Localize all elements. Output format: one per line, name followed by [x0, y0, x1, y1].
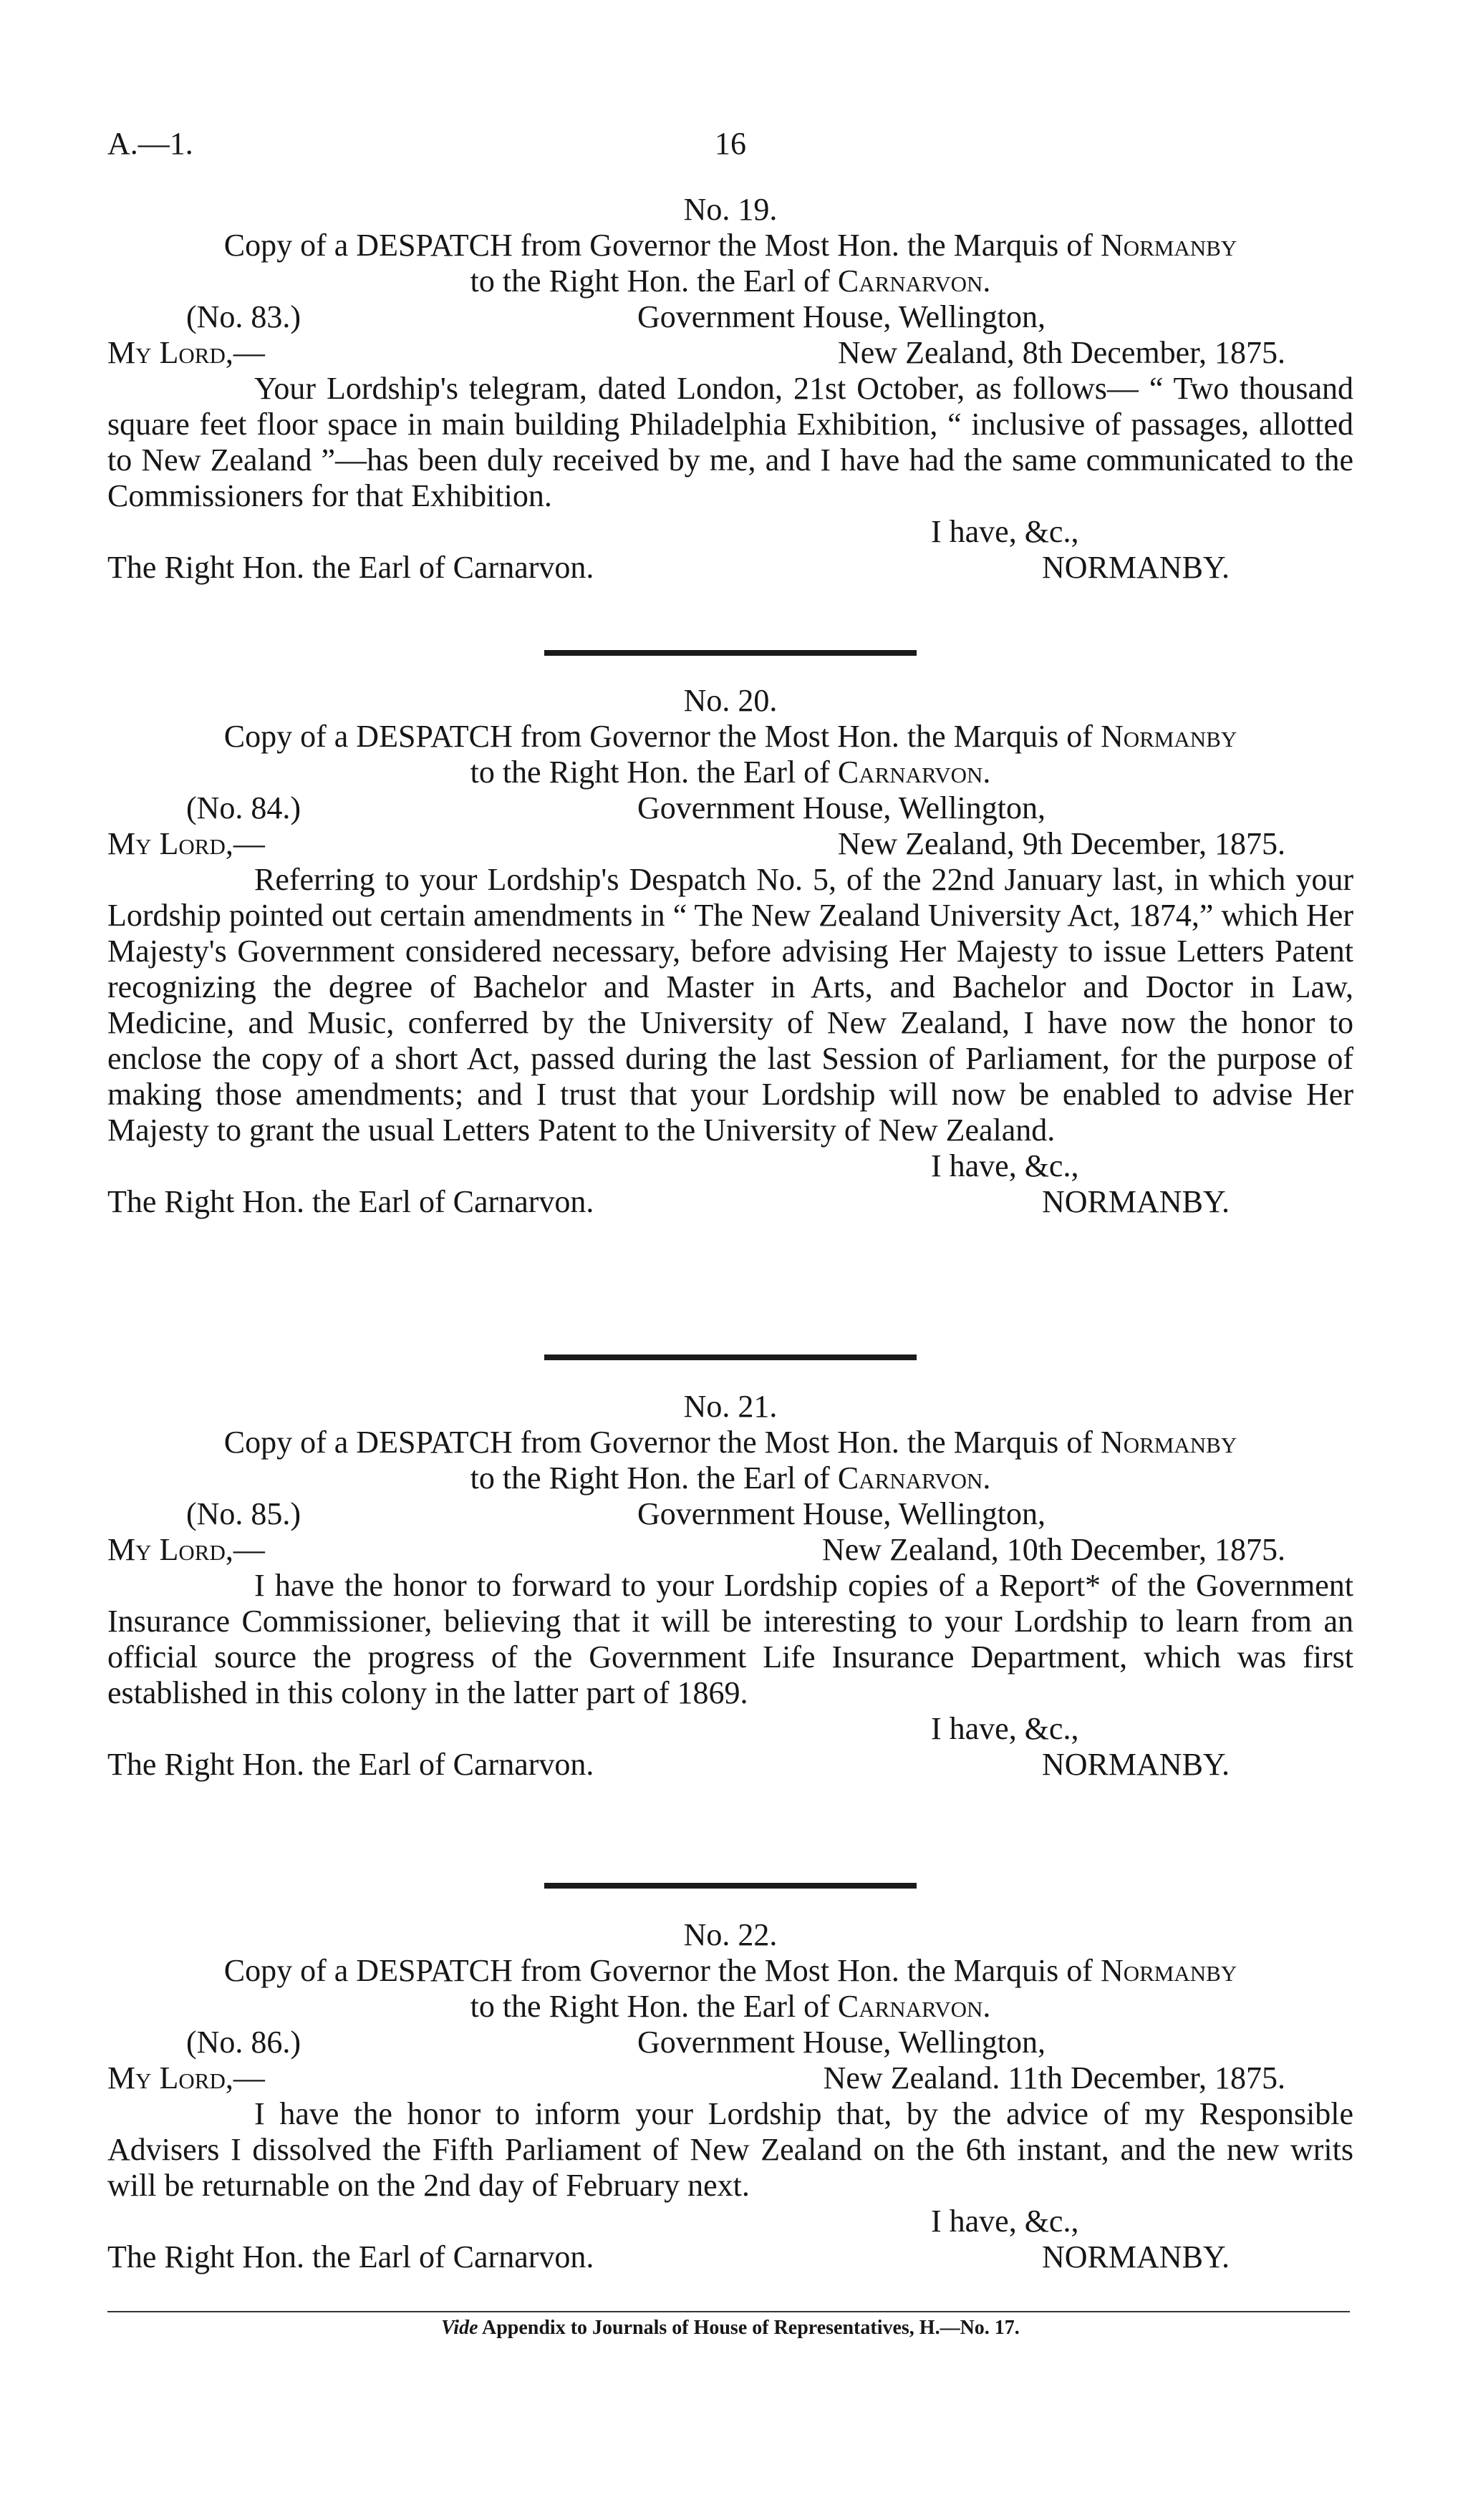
despatch-body: Your Lordship's telegram, dated London, 21st October, as follows— “ Two thousand square feet floor space in main building Philadelphia Exhibition, “ inclusive of passages, allotted to New Zealand ”—has been duly received by me, and I have had the same communicated to the Commissioners for that Exhibition. — [107, 371, 1353, 513]
despatch-body: Referring to your Lordship's Despatch No. 5, of the 22nd January last, in which your Lordship pointed out certain amendments in “ The New Zealand University Act, 1874,” which Her Majesty's Government considered necessary, before advising Her Majesty to issue Letters Patent recognizing the degree of Bachelor and Master in Arts, and Bachelor and Doctor in Law, Medicine, and Music, conferred by the University of New Zealand, I have now the honor to enclose the copy of a short Act, passed during the last Session of Parliament, for the purpose of making those amendments; and I trust that your Lordship will now be enabled to advise Her Majesty to grant the usual Letters Patent to the University of New Zealand. — [107, 862, 1353, 1148]
signature: NORMANBY. — [1042, 2239, 1230, 2274]
addressee: The Right Hon. the Earl of Carnarvon. — [107, 1747, 594, 1782]
salutation: My Lord,— — [107, 2060, 265, 2095]
despatch-ref-number: (No. 84.) — [186, 790, 301, 825]
despatch-title-line-2: to the Right Hon. the Earl of Carnarvon. — [470, 755, 991, 790]
closing-phrase: I have, &c., — [931, 1711, 1079, 1746]
despatch-ref-line — [107, 1496, 1353, 1532]
despatch-number: No. 19. — [683, 192, 778, 227]
closing-line — [107, 1747, 1353, 1783]
despatch-ref-line — [107, 790, 1353, 826]
addressee: The Right Hon. the Earl of Carnarvon. — [107, 2239, 594, 2274]
salutation: My Lord,— — [107, 826, 265, 861]
despatch-date: New Zealand, 8th December, 1875. — [837, 335, 1285, 370]
closing-line — [107, 550, 1353, 586]
despatch-title: Copy of a DESPATCH from Governor the Most Hon. the Marquis of Normanby — [223, 719, 1237, 754]
despatch-number: No. 21. — [683, 1389, 778, 1424]
signature: NORMANBY. — [1042, 1184, 1230, 1219]
despatch-number: No. 22. — [683, 1917, 778, 1952]
place-of-origin: Government House, Wellington, — [637, 299, 1046, 334]
despatch-22 — [107, 1917, 1353, 2275]
closing-phrase: I have, &c., — [931, 1148, 1079, 1183]
despatch-title-line-2: to the Right Hon. the Earl of Carnarvon. — [470, 1460, 991, 1496]
despatch-body: I have the honor to forward to your Lordship copies of a Report* of the Government Insurance Commissioner, believing that it will be interesting to your Lordship to learn from an official source the progress of the Government Life Insurance Department, which was first established in this colony in the latter part of 1869. — [107, 1568, 1353, 1710]
closing-phrase: I have, &c., — [931, 514, 1079, 549]
salutation-line — [107, 2060, 1353, 2096]
despatch-20 — [107, 683, 1353, 1220]
place-of-origin: Government House, Wellington, — [637, 1496, 1046, 1531]
addressee: The Right Hon. the Earl of Carnarvon. — [107, 1184, 594, 1219]
despatch-date: New Zealand, 10th December, 1875. — [821, 1532, 1285, 1567]
despatch-title-line-2: to the Right Hon. the Earl of Carnarvon. — [470, 263, 991, 299]
salutation: My Lord,— — [107, 335, 265, 370]
section-divider — [544, 1883, 917, 1889]
despatch-title: Copy of a DESPATCH from Governor the Most Hon. the Marquis of Normanby — [223, 228, 1237, 263]
salutation-line — [107, 826, 1353, 862]
place-of-origin: Government House, Wellington, — [637, 790, 1046, 825]
despatch-ref-line — [107, 299, 1353, 335]
closing-line — [107, 1184, 1353, 1220]
closing-line — [107, 2239, 1353, 2275]
despatch-ref-line — [107, 2025, 1353, 2060]
closing-phrase: I have, &c., — [931, 2204, 1079, 2239]
footnote-rule — [107, 2311, 1350, 2312]
footnote: Vide Appendix to Journals of House of Representatives, H.—No. 17. — [441, 2317, 1020, 2339]
despatch-ref-number: (No. 86.) — [186, 2025, 301, 2060]
despatch-19 — [107, 192, 1353, 586]
despatch-number: No. 20. — [683, 683, 778, 718]
document-reference: A.—1. — [107, 126, 193, 161]
despatch-ref-number: (No. 85.) — [186, 1496, 301, 1531]
despatch-date: New Zealand. 11th December, 1875. — [823, 2060, 1285, 2095]
place-of-origin: Government House, Wellington, — [637, 2025, 1046, 2060]
signature: NORMANBY. — [1042, 550, 1230, 585]
page-number: 16 — [715, 126, 746, 161]
despatch-ref-number: (No. 83.) — [186, 299, 301, 334]
despatch-date: New Zealand, 9th December, 1875. — [837, 826, 1285, 861]
salutation-line — [107, 1532, 1353, 1568]
section-divider — [544, 1354, 917, 1360]
signature: NORMANBY. — [1042, 1747, 1230, 1782]
page-header — [107, 125, 1353, 168]
despatch-body: I have the honor to inform your Lordship that, by the advice of my Responsible Advisers I dissolved the Fifth Parliament of New Zealand on the 6th instant, and the new writs will be returnable on the 2nd day of February next. — [107, 2096, 1353, 2203]
despatch-title-line-2: to the Right Hon. the Earl of Carnarvon. — [470, 1989, 991, 2024]
salutation: My Lord,— — [107, 1532, 265, 1567]
despatch-21 — [107, 1389, 1353, 1783]
despatch-title: Copy of a DESPATCH from Governor the Most Hon. the Marquis of Normanby — [223, 1953, 1237, 1988]
section-divider — [544, 650, 917, 656]
addressee: The Right Hon. the Earl of Carnarvon. — [107, 550, 594, 585]
salutation-line — [107, 335, 1353, 371]
despatch-title: Copy of a DESPATCH from Governor the Most Hon. the Marquis of Normanby — [223, 1425, 1237, 1460]
